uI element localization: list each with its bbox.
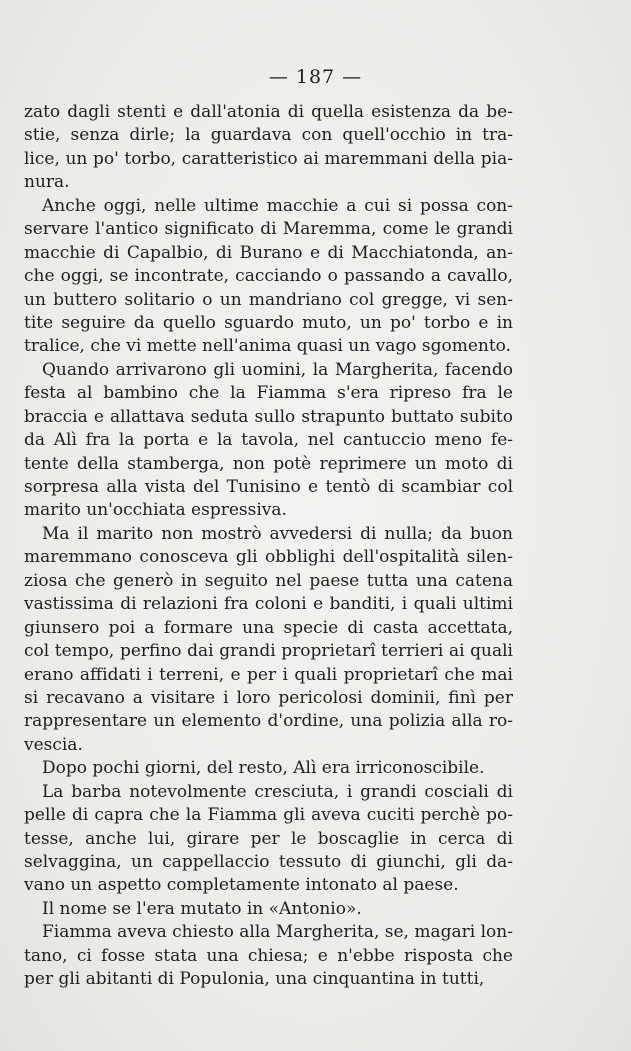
text-line: Il nome se l'era mutato in «Antonio».	[42, 898, 362, 919]
text-line: Ma il marito non mostrò avvedersi di nulla; da buon	[42, 523, 513, 544]
paragraph	[24, 101, 513, 195]
text-line: sorpresa alla vista del Tunisino e tentò di scambiar col	[24, 477, 513, 497]
paragraph	[24, 523, 513, 757]
body-text	[24, 101, 513, 992]
text-line: si recavano a visitare i loro pericolosi dominii, finì per	[24, 687, 513, 708]
text-line: tesse, anche lui, girare per le boscaglie in cerca di	[24, 828, 513, 849]
text-line: stie, senza dirle; la guardava con quell'occhio in tra-	[24, 125, 513, 146]
text-line: erano affidati i terreni, e per i quali proprietarî che mai	[24, 664, 513, 685]
text-line: col tempo, perfino dai grandi proprietarî terrieri ai quali	[24, 641, 513, 662]
text-line: zato dagli stenti e dall'atonia di quella esistenza da be-	[24, 102, 513, 122]
text-line: Anche oggi, nelle ultime macchie a cui si possa con-	[42, 195, 513, 216]
text-line: marito un'occhiata espressiva.	[24, 500, 287, 521]
text-line: giunsero poi a formare una specie di casta accettata,	[24, 617, 513, 638]
paragraph	[24, 757, 513, 780]
text-line: selvaggina, un cappellaccio tessuto di giunchi, gli da-	[24, 852, 513, 872]
paragraph	[24, 359, 513, 523]
paragraph	[24, 195, 513, 359]
text-line: da Alì fra la porta e la tavola, nel cantuccio meno fe-	[24, 430, 513, 451]
text-line: lice, un po' torbo, caratteristico ai maremmani della pia-	[24, 148, 513, 169]
text-line: festa al bambino che la Fiamma s'era ripreso fra le	[24, 383, 513, 404]
text-line: ziosa che generò in seguito nel paese tutta una catena	[24, 570, 513, 591]
paragraph	[24, 781, 513, 898]
text-line: vano un aspetto completamente intonato al paese.	[24, 875, 459, 896]
paragraph	[24, 921, 513, 991]
paragraph	[24, 898, 513, 921]
text-line: tano, ci fosse stata una chiesa; e n'ebbe risposta che	[24, 945, 513, 966]
text-line: La barba notevolmente cresciuta, i grandi cosciali di	[42, 781, 513, 802]
text-line: pelle di capra che la Fiamma gli aveva cuciti perchè po-	[24, 805, 513, 826]
text-line: vescia.	[24, 734, 83, 755]
text-line: rappresentare un elemento d'ordine, una polizia alla ro-	[24, 711, 513, 732]
text-line: Fiamma aveva chiesto alla Margherita, se, magari lon-	[42, 922, 513, 943]
text-line: Quando arrivarono gli uomini, la Margherita, facendo	[42, 359, 513, 380]
text-line: macchie di Capalbio, di Burano e di Macchiatonda, an-	[24, 242, 513, 263]
text-line: braccia e allattava seduta sullo strapunto buttato subito	[24, 406, 513, 427]
text-line: tralice, che vi mette nell'anima quasi un vago sgomento.	[24, 336, 512, 357]
text-line: nura.	[24, 172, 70, 193]
text-line: che oggi, se incontrate, cacciando o passando a cavallo,	[24, 266, 513, 287]
text-line: vastissima di relazioni fra coloni e banditi, i quali ultimi	[24, 594, 513, 615]
text-line: Dopo pochi giorni, del resto, Alì era irriconoscibile.	[42, 758, 485, 779]
text-line: un buttero solitario o un mandriano col gregge, vi sen-	[24, 289, 513, 310]
text-line: per gli abitanti di Populonia, una cinquantina in tutti,	[24, 969, 485, 990]
text-line: servare l'antico significato di Maremma, come le grandi	[24, 219, 513, 240]
page-number: — 187 —	[268, 66, 363, 88]
text-line: tite seguire da quello sguardo muto, un po' torbo e in	[24, 312, 513, 333]
text-line: tente della stamberga, non potè reprimere un moto di	[24, 453, 513, 474]
text-line: maremmano conosceva gli obblighi dell'ospitalità silen-	[24, 547, 513, 568]
